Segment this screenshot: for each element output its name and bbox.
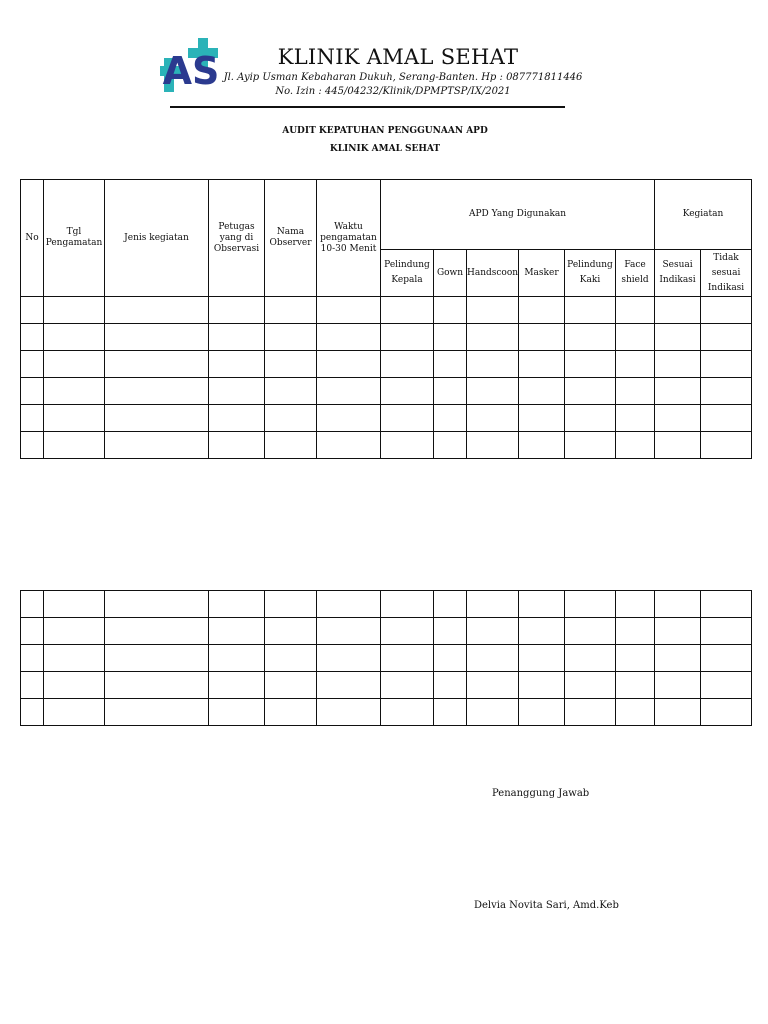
table-cell[interactable]	[209, 351, 265, 378]
table-cell[interactable]	[434, 618, 467, 645]
table-row	[21, 645, 752, 672]
table-cell[interactable]	[701, 378, 752, 405]
table-row	[21, 297, 752, 324]
table-cell[interactable]	[381, 618, 434, 645]
table-row	[21, 324, 752, 351]
table-cell[interactable]	[265, 432, 317, 459]
table-cell[interactable]	[701, 591, 752, 618]
table-cell[interactable]	[105, 378, 209, 405]
table-row	[21, 618, 752, 645]
table-cell[interactable]	[701, 672, 752, 699]
table-cell[interactable]	[21, 672, 44, 699]
table-cell[interactable]	[565, 324, 616, 351]
signer-role: Penanggung Jawab	[492, 788, 590, 799]
table-cell[interactable]	[209, 297, 265, 324]
table-cell[interactable]	[105, 297, 209, 324]
table-cell[interactable]	[655, 405, 701, 432]
sub-header-kepala: Pelindung Kepala	[381, 250, 434, 297]
sub-header-handscoon: Handscoon	[467, 250, 519, 297]
table-cell[interactable]	[434, 699, 467, 726]
table-cell[interactable]	[467, 618, 519, 645]
table-cell[interactable]	[701, 432, 752, 459]
table-cell[interactable]	[616, 351, 655, 378]
table-cell[interactable]	[381, 378, 434, 405]
table-cell[interactable]	[434, 405, 467, 432]
table-cell[interactable]	[317, 618, 381, 645]
table-cell[interactable]	[616, 699, 655, 726]
table-cell[interactable]	[265, 591, 317, 618]
table-cell[interactable]	[44, 297, 105, 324]
table-cell[interactable]	[265, 378, 317, 405]
table-row	[21, 405, 752, 432]
table-cell[interactable]	[701, 405, 752, 432]
table-cell[interactable]	[519, 378, 565, 405]
table-cell[interactable]	[381, 699, 434, 726]
table-cell[interactable]	[701, 297, 752, 324]
table-cell[interactable]	[209, 591, 265, 618]
table-cell[interactable]	[21, 699, 44, 726]
table-cell[interactable]	[44, 351, 105, 378]
table-cell[interactable]	[565, 432, 616, 459]
table-cell[interactable]	[317, 591, 381, 618]
table-cell[interactable]	[44, 432, 105, 459]
table-cell[interactable]	[519, 645, 565, 672]
table-cell[interactable]	[105, 618, 209, 645]
table-cell[interactable]	[434, 645, 467, 672]
table-cell[interactable]	[317, 672, 381, 699]
table-cell[interactable]	[21, 432, 44, 459]
table-cell[interactable]	[655, 645, 701, 672]
table-cell[interactable]	[616, 324, 655, 351]
audit-table-continued	[20, 590, 752, 726]
table-cell[interactable]	[265, 351, 317, 378]
col-header-waktu: Waktu pengamatan 10-30 Menit	[317, 180, 381, 297]
table-cell[interactable]	[381, 432, 434, 459]
table-cell[interactable]	[44, 324, 105, 351]
col-header-nama: Nama Observer	[265, 180, 317, 297]
table-cell[interactable]	[44, 405, 105, 432]
table-cell[interactable]	[467, 591, 519, 618]
logo-text: AS	[162, 49, 220, 93]
col-header-tgl: Tgl Pengamatan	[44, 180, 105, 297]
table-cell[interactable]	[701, 618, 752, 645]
table-cell[interactable]	[467, 699, 519, 726]
table-cell[interactable]	[467, 432, 519, 459]
table-cell[interactable]	[616, 297, 655, 324]
table-cell[interactable]	[519, 405, 565, 432]
table-cell[interactable]	[105, 351, 209, 378]
table-cell[interactable]	[467, 672, 519, 699]
table-cell[interactable]	[381, 405, 434, 432]
table-cell[interactable]	[21, 645, 44, 672]
table-cell[interactable]	[655, 618, 701, 645]
table-cell[interactable]	[467, 297, 519, 324]
table-cell[interactable]	[381, 324, 434, 351]
table-cell[interactable]	[209, 405, 265, 432]
table-body-top	[21, 297, 752, 459]
table-cell[interactable]	[655, 324, 701, 351]
table-cell[interactable]	[381, 672, 434, 699]
table-cell[interactable]	[209, 699, 265, 726]
table-cell[interactable]	[44, 672, 105, 699]
table-cell[interactable]	[519, 618, 565, 645]
table-cell[interactable]	[381, 297, 434, 324]
table-cell[interactable]	[317, 378, 381, 405]
table-cell[interactable]	[265, 645, 317, 672]
table-cell[interactable]	[655, 297, 701, 324]
table-cell[interactable]	[701, 645, 752, 672]
table-cell[interactable]	[105, 405, 209, 432]
table-cell[interactable]	[565, 351, 616, 378]
sub-header-masker: Masker	[519, 250, 565, 297]
audit-table	[20, 179, 752, 459]
table-cell[interactable]	[565, 591, 616, 618]
table-cell[interactable]	[655, 672, 701, 699]
table-row	[21, 699, 752, 726]
table-cell[interactable]	[519, 351, 565, 378]
sub-header-sesuai: Sesuai Indikasi	[655, 250, 701, 297]
table-cell[interactable]	[519, 324, 565, 351]
header-divider	[170, 106, 565, 108]
col-header-jenis: Jenis kegiatan	[105, 180, 209, 297]
table-cell[interactable]	[565, 618, 616, 645]
table-cell[interactable]	[44, 699, 105, 726]
table-cell[interactable]	[265, 672, 317, 699]
table-cell[interactable]	[21, 618, 44, 645]
table-row	[21, 351, 752, 378]
sub-header-face: Face shield	[616, 250, 655, 297]
table-cell[interactable]	[317, 351, 381, 378]
table-cell[interactable]	[265, 699, 317, 726]
table-cell[interactable]	[434, 591, 467, 618]
table-cell[interactable]	[21, 591, 44, 618]
table-cell[interactable]	[467, 351, 519, 378]
table-cell[interactable]	[21, 351, 44, 378]
table-cell[interactable]	[209, 618, 265, 645]
table-cell[interactable]	[616, 432, 655, 459]
table-cell[interactable]	[209, 432, 265, 459]
table-cell[interactable]	[44, 645, 105, 672]
table-cell[interactable]	[381, 645, 434, 672]
table-cell[interactable]	[467, 645, 519, 672]
table-cell[interactable]	[381, 351, 434, 378]
col-header-petugas: Petugas yang di Observasi	[209, 180, 265, 297]
table-cell[interactable]	[317, 324, 381, 351]
table-cell[interactable]	[565, 699, 616, 726]
table-cell[interactable]	[519, 699, 565, 726]
table-cell[interactable]	[565, 405, 616, 432]
table-cell[interactable]	[317, 297, 381, 324]
table-cell[interactable]	[105, 432, 209, 459]
table-cell[interactable]	[265, 405, 317, 432]
clinic-address: Jl. Ayip Usman Kebaharan Dukuh, Serang-Banten. Hp : 087771811446	[223, 72, 583, 83]
table-cell[interactable]	[434, 351, 467, 378]
table-cell[interactable]	[519, 297, 565, 324]
table-cell[interactable]	[701, 699, 752, 726]
table-cell[interactable]	[616, 405, 655, 432]
table-cell[interactable]	[105, 645, 209, 672]
table-cell[interactable]	[317, 645, 381, 672]
table-cell[interactable]	[44, 591, 105, 618]
table-cell[interactable]	[317, 432, 381, 459]
table-cell[interactable]	[616, 672, 655, 699]
table-cell[interactable]	[21, 297, 44, 324]
table-row	[21, 672, 752, 699]
table-cell[interactable]	[434, 297, 467, 324]
table-cell[interactable]	[21, 324, 44, 351]
table-cell[interactable]	[616, 645, 655, 672]
signer-name: Delvia Novita Sari, Amd.Keb	[474, 900, 619, 911]
table-cell[interactable]	[519, 432, 565, 459]
table-cell[interactable]	[701, 351, 752, 378]
table-cell[interactable]	[317, 699, 381, 726]
col-header-kegiatan: Kegiatan	[655, 180, 752, 250]
col-header-no: No	[21, 180, 44, 297]
table-cell[interactable]	[655, 378, 701, 405]
table-cell[interactable]	[317, 405, 381, 432]
table-cell[interactable]	[616, 591, 655, 618]
table-cell[interactable]	[616, 618, 655, 645]
sub-header-tidak: Tidak sesuai Indikasi	[701, 250, 752, 297]
table-cell[interactable]	[209, 672, 265, 699]
clinic-name: KLINIK AMAL SEHAT	[277, 45, 519, 69]
sub-header-kaki: Pelindung Kaki	[565, 250, 616, 297]
sub-header-gown: Gown	[434, 250, 467, 297]
table-cell[interactable]	[467, 378, 519, 405]
table-cell[interactable]	[265, 297, 317, 324]
document-subtitle: KLINIK AMAL SEHAT	[329, 144, 441, 154]
table-cell[interactable]	[565, 672, 616, 699]
table-cell[interactable]	[21, 378, 44, 405]
table-cell[interactable]	[105, 591, 209, 618]
col-header-apd: APD Yang Digunakan	[381, 180, 655, 250]
table-cell[interactable]	[44, 378, 105, 405]
table-cell[interactable]	[209, 378, 265, 405]
table-cell[interactable]	[565, 297, 616, 324]
table-cell[interactable]	[701, 324, 752, 351]
table-cell[interactable]	[655, 432, 701, 459]
table-row	[21, 591, 752, 618]
table-cell[interactable]	[467, 324, 519, 351]
table-cell[interactable]	[616, 378, 655, 405]
table-cell[interactable]	[434, 432, 467, 459]
table-cell[interactable]	[381, 591, 434, 618]
table-cell[interactable]	[21, 405, 44, 432]
table-cell[interactable]	[655, 591, 701, 618]
document-title: AUDIT KEPATUHAN PENGGUNAAN APD	[282, 126, 488, 136]
table-cell[interactable]	[565, 645, 616, 672]
table-row	[21, 378, 752, 405]
table-cell[interactable]	[434, 324, 467, 351]
table-cell[interactable]	[434, 378, 467, 405]
table-cell[interactable]	[467, 405, 519, 432]
table-body-bottom	[21, 591, 752, 726]
table-cell[interactable]	[519, 591, 565, 618]
table-cell[interactable]	[519, 672, 565, 699]
clinic-permit: No. Izin : 445/04232/Klinik/DPMPTSP/IX/2021	[275, 86, 511, 97]
table-cell[interactable]	[565, 378, 616, 405]
table-cell[interactable]	[209, 324, 265, 351]
table-cell[interactable]	[265, 324, 317, 351]
table-cell[interactable]	[44, 618, 105, 645]
table-cell[interactable]	[105, 699, 209, 726]
table-row	[21, 432, 752, 459]
table-cell[interactable]	[105, 672, 209, 699]
table-cell[interactable]	[655, 699, 701, 726]
table-cell[interactable]	[105, 324, 209, 351]
table-cell[interactable]	[265, 618, 317, 645]
table-cell[interactable]	[434, 672, 467, 699]
table-cell[interactable]	[209, 645, 265, 672]
table-cell[interactable]	[655, 351, 701, 378]
